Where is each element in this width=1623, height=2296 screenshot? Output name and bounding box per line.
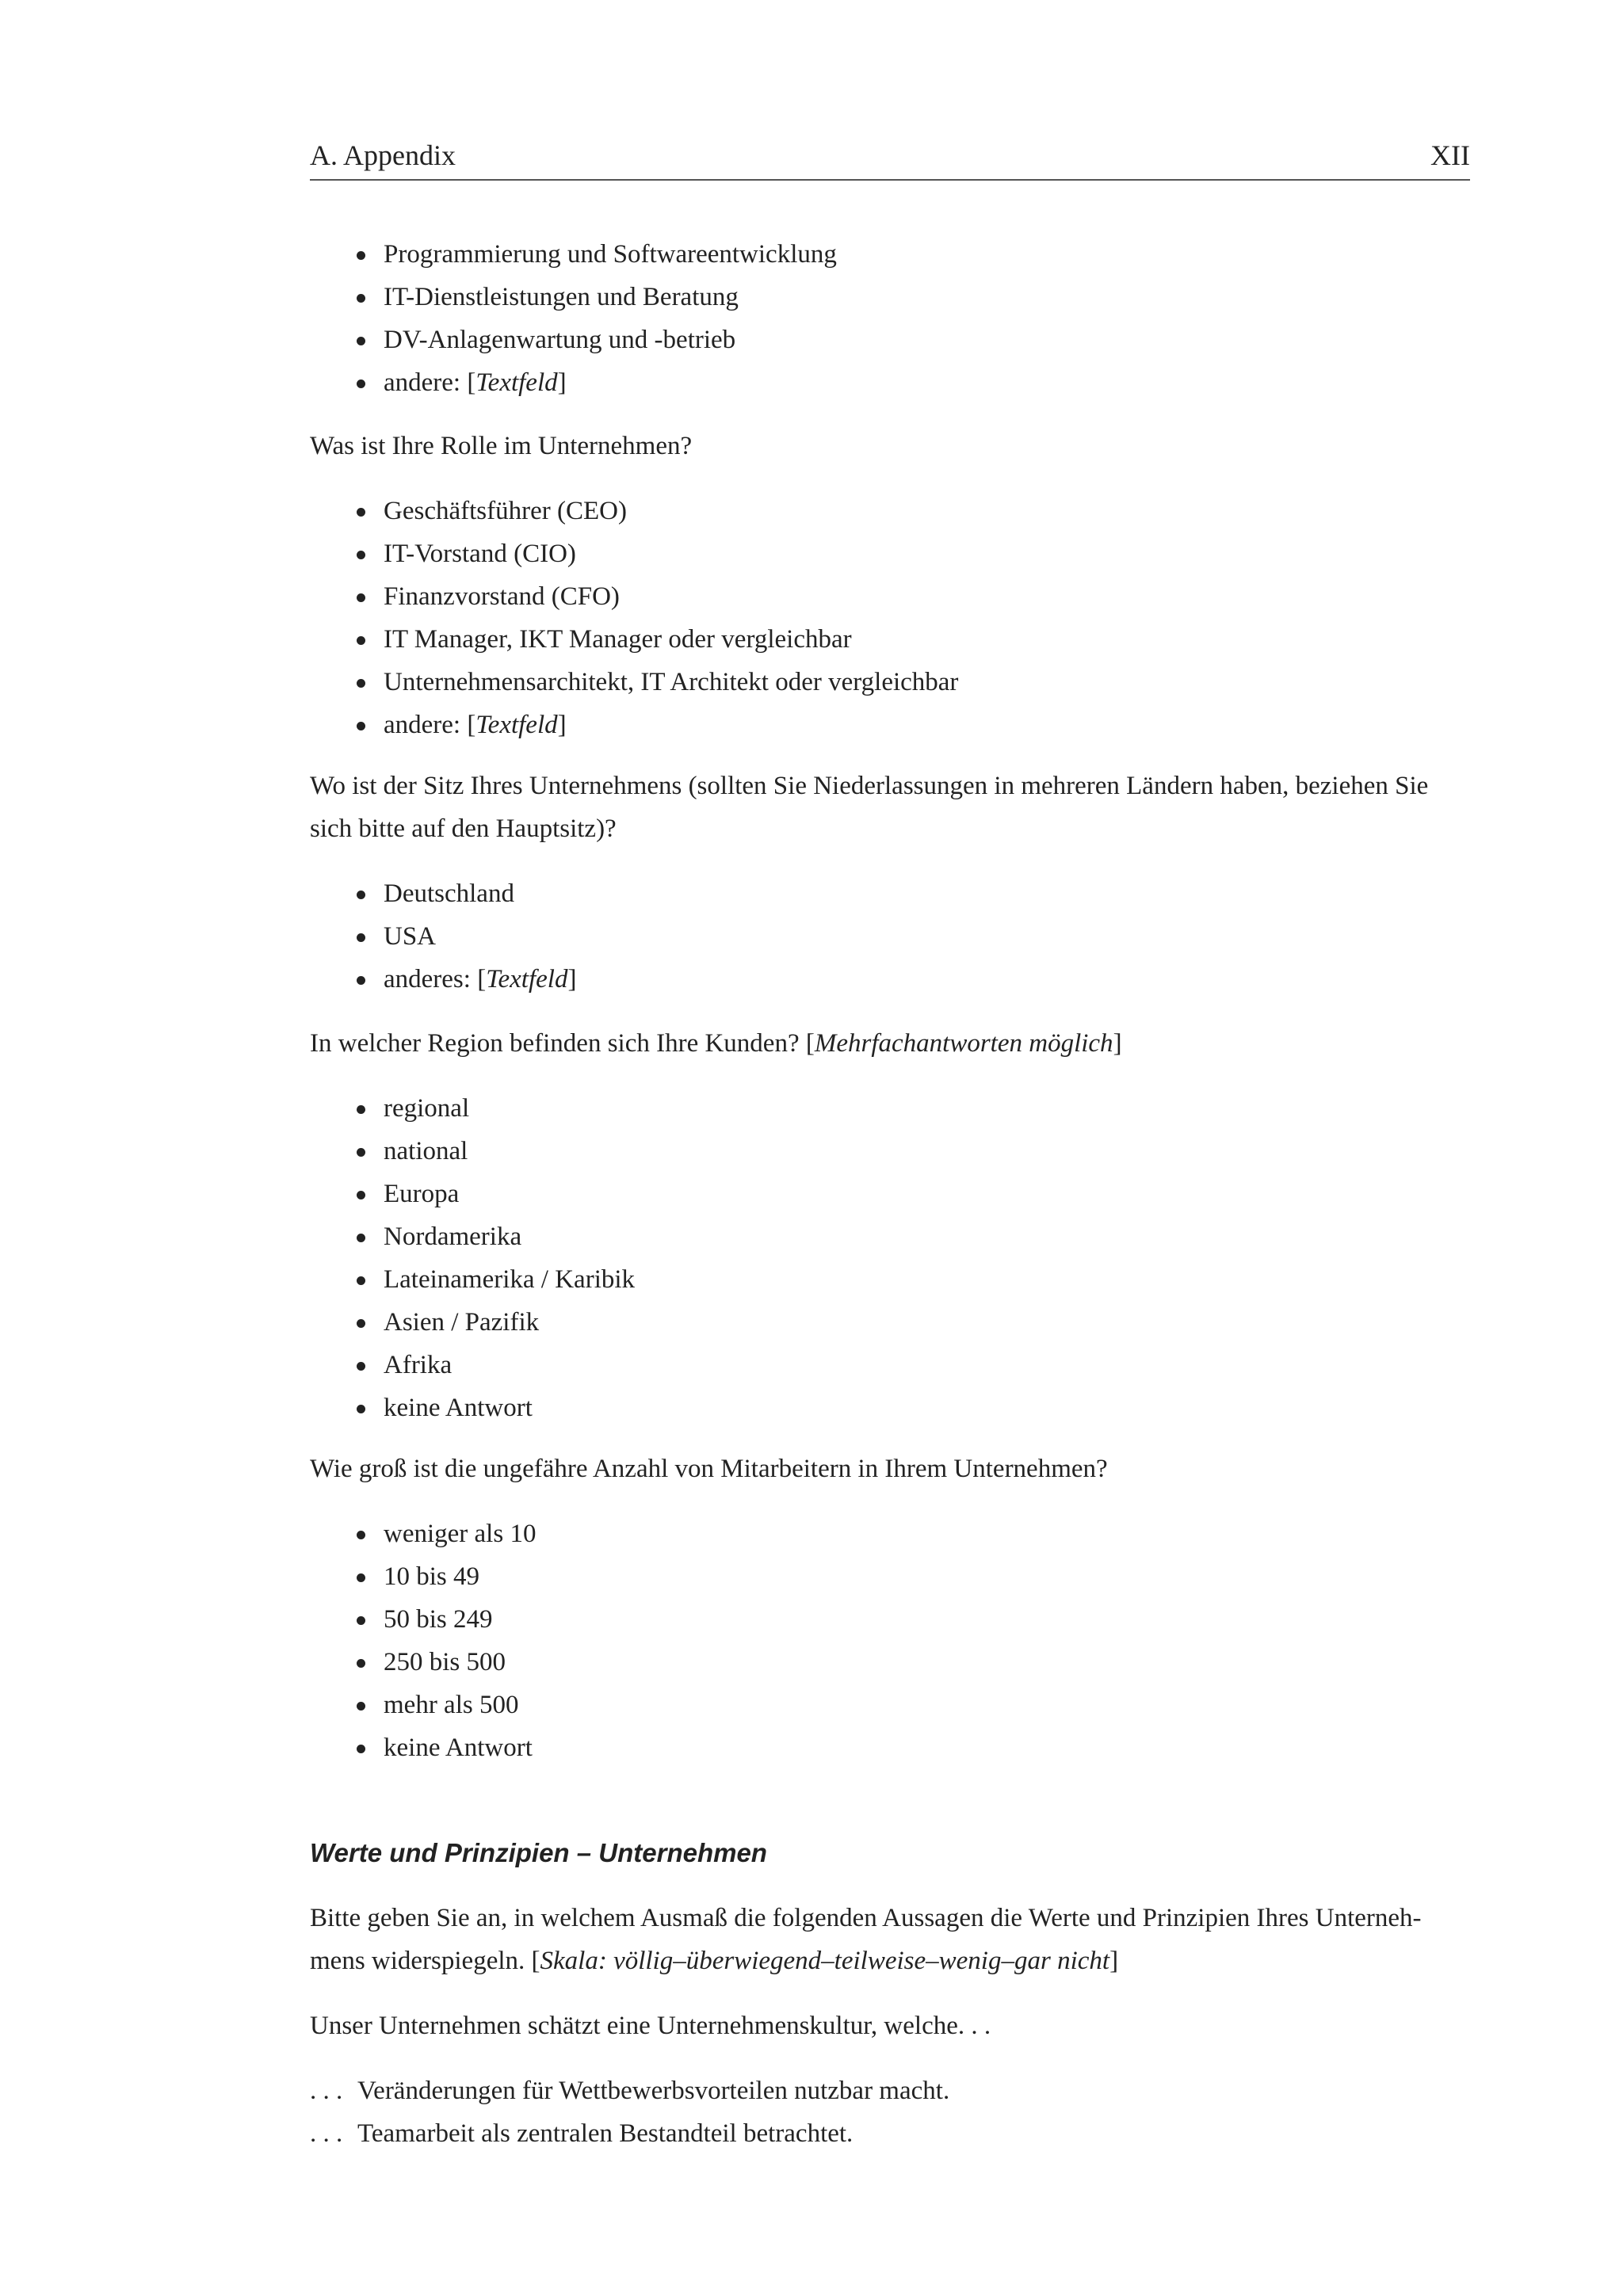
- statement-item: . . . Veränderungen für Wettbewerbsvorteilen nutzbar macht.: [310, 2069, 1470, 2112]
- bullet-icon: [357, 933, 365, 942]
- list-item: keine Antwort: [310, 1726, 1470, 1769]
- bullet-icon: [357, 593, 365, 602]
- intro-text-line: mens widerspiegeln. [Skala: völlig–überwiegend–teilweise–wenig–gar nicht]: [310, 1947, 1119, 1975]
- section-intro: [310, 1897, 1470, 1982]
- bullet-icon: [357, 251, 365, 260]
- list-item-other: andere: [Textfeld]: [310, 361, 1470, 404]
- bullet-icon: [357, 976, 365, 985]
- question-text: Wie groß ist die ungefähre Anzahl von Mitarbeitern in Ihrem Unternehmen?: [310, 1455, 1108, 1483]
- list-item: Lateinamerika / Karibik: [310, 1258, 1470, 1301]
- bullet-icon: [357, 1148, 365, 1157]
- bullet-icon: [357, 508, 365, 517]
- question-location: [310, 765, 1470, 850]
- role-options: [310, 490, 1470, 746]
- bullet-icon: [357, 294, 365, 303]
- bullet-icon: [357, 1573, 365, 1582]
- bullet-icon: [357, 891, 365, 899]
- bullet-icon: [357, 1319, 365, 1328]
- bullet-icon: [357, 1659, 365, 1668]
- list-item: weniger als 10: [310, 1512, 1470, 1555]
- intro-text-line: Bitte geben Sie an, in welchem Ausmaß die folgenden Aussagen die Werte und Prinzipien Ihres Unterneh-: [310, 1904, 1422, 1932]
- ellipsis-marker: . . .: [310, 2119, 343, 2148]
- list-item: Finanzvorstand (CFO): [310, 575, 1470, 618]
- list-item: Afrika: [310, 1344, 1470, 1386]
- list-item: 50 bis 249: [310, 1598, 1470, 1641]
- list-item: regional: [310, 1087, 1470, 1130]
- list-item: Nordamerika: [310, 1215, 1470, 1258]
- location-options: [310, 872, 1470, 1001]
- ellipsis-marker: . . .: [310, 2077, 343, 2105]
- list-item: national: [310, 1130, 1470, 1173]
- region-options: [310, 1087, 1470, 1429]
- question-role: [310, 425, 1470, 467]
- document-page: [310, 0, 1470, 2296]
- statement-item: . . . Teamarbeit als zentralen Bestandteil betrachtet.: [310, 2112, 1470, 2155]
- list-item-other: andere: [Textfeld]: [310, 704, 1470, 746]
- list-item: IT-Dienstleistungen und Beratung: [310, 276, 1470, 318]
- list-item: Europa: [310, 1173, 1470, 1215]
- industry-options: [310, 233, 1470, 404]
- list-item: 250 bis 500: [310, 1641, 1470, 1684]
- list-item: IT Manager, IKT Manager oder vergleichbar: [310, 618, 1470, 661]
- list-item: Asien / Pazifik: [310, 1301, 1470, 1344]
- bullet-icon: [357, 1405, 365, 1413]
- bullet-icon: [357, 1234, 365, 1242]
- bullet-icon: [357, 722, 365, 730]
- bullet-icon: [357, 1276, 365, 1285]
- list-item: DV-Anlagenwartung und -betrieb: [310, 318, 1470, 361]
- bullet-icon: [357, 1745, 365, 1753]
- list-item: Unternehmensarchitekt, IT Architekt oder vergleichbar: [310, 661, 1470, 704]
- running-header: [310, 132, 1470, 181]
- question-employees: [310, 1447, 1470, 1490]
- list-item: 10 bis 49: [310, 1555, 1470, 1598]
- employee-options: [310, 1512, 1470, 1769]
- section-heading: Werte und Prinzipien – Unternehmen: [310, 1838, 767, 1867]
- bullet-icon: [357, 679, 365, 688]
- question-text: Was ist Ihre Rolle im Unternehmen?: [310, 432, 693, 460]
- bullet-icon: [357, 379, 365, 388]
- section-values: [310, 1832, 1470, 1875]
- question-text: In welcher Region befinden sich Ihre Kunden? [Mehrfachantworten möglich]: [310, 1029, 1122, 1058]
- chapter-title: A. Appendix: [310, 139, 456, 171]
- list-item: Deutschland: [310, 872, 1470, 915]
- bullet-icon: [357, 1362, 365, 1371]
- list-item-other: anderes: [Textfeld]: [310, 958, 1470, 1001]
- question-text-line: Wo ist der Sitz Ihres Unternehmens (sollten Sie Niederlassungen in mehreren Ländern haben, beziehen Sie: [310, 772, 1429, 800]
- list-item: IT-Vorstand (CIO): [310, 532, 1470, 575]
- bullet-icon: [357, 1105, 365, 1114]
- bullet-icon: [357, 1616, 365, 1625]
- list-item: Geschäftsführer (CEO): [310, 490, 1470, 532]
- bullet-icon: [357, 551, 365, 559]
- bullet-icon: [357, 636, 365, 645]
- bullet-icon: [357, 337, 365, 345]
- bullet-icon: [357, 1531, 365, 1539]
- question-region: [310, 1022, 1470, 1065]
- list-item: Programmierung und Softwareentwicklung: [310, 233, 1470, 276]
- bullet-icon: [357, 1191, 365, 1199]
- list-item: mehr als 500: [310, 1684, 1470, 1726]
- bullet-icon: [357, 1702, 365, 1711]
- statement-list: [310, 2069, 1470, 2155]
- list-item: keine Antwort: [310, 1386, 1470, 1429]
- stem-text: Unser Unternehmen schätzt eine Unternehmenskultur, welche. . .: [310, 2012, 991, 2040]
- question-text-line: sich bitte auf den Hauptsitz)?: [310, 814, 617, 843]
- statement-stem: [310, 2004, 1470, 2047]
- page-number: XII: [1430, 139, 1470, 171]
- list-item: USA: [310, 915, 1470, 958]
